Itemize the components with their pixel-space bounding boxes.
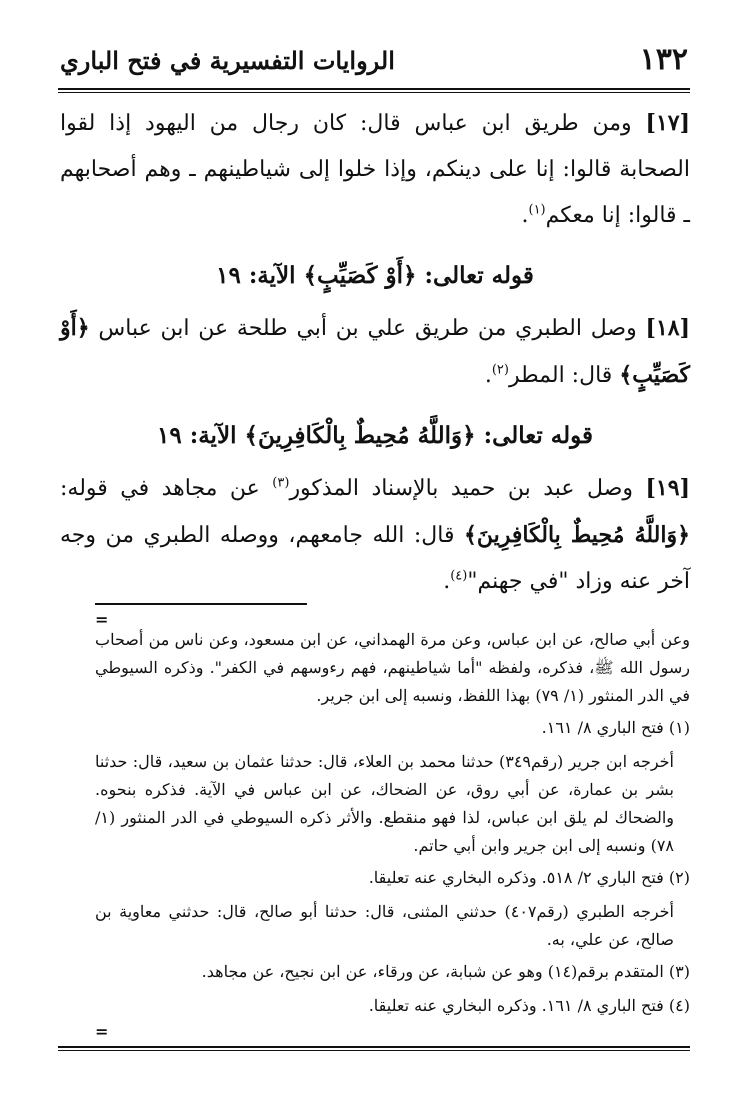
header-rule-thin <box>58 92 690 93</box>
footnote-2: (٢) فتح الباري ٢/ ٥١٨. وذكره البخاري عنه تعليقا. <box>368 868 690 887</box>
continuation-marker-bottom: = <box>95 1022 109 1041</box>
paragraph-17: [١٧] ومن طريق ابن عباس قال: كان رجال من اليهود إذا لقوا الصحابة قالوا: إنا على دينكم، وإذا خلوا إلى شياطينهم ـ وهم أصحابهم ـ قالوا: إنا معكم$^{(١)}$. <box>60 110 690 228</box>
header-rule <box>58 88 690 90</box>
paragraph-18: [١٨] وصل الطبري من طريق علي بن أبي طلحة عن ابن عباس ﴿أَوْ كَصَيِّبٍ﴾ قال: المطر$^{(٢)}$. <box>60 315 691 388</box>
paragraph-number: [١٩] <box>645 475 690 501</box>
main-text <box>60 100 690 605</box>
heading-verse-number: الآية: ١٩ <box>157 422 237 449</box>
footnote-2-detail: أخرجه الطبري (رقم٤٠٧) حدثني المثنى، قال: حدثنا أبو صالح، قال: حدثني معاوية بن صالح، عن علي، به. <box>95 902 674 949</box>
paragraph-text: قال: المطر <box>508 363 613 388</box>
footnote-separator <box>95 603 307 605</box>
quran-verse: ﴿أَوْ كَصَيِّبٍ﴾ <box>303 262 417 289</box>
running-title: الروايات التفسيرية في فتح الباري <box>60 46 395 75</box>
paragraph-text: قال: الله جامعهم، ووصله الطبري من وجه آخر عنه وزاد "في جهنم" <box>60 523 690 594</box>
footnote-1: (١) فتح الباري ٨/ ١٦١. <box>541 718 690 737</box>
bottom-rule <box>58 1046 690 1048</box>
heading-verse-number: الآية: ١٩ <box>216 262 296 289</box>
footnote-ref-4[interactable]: (٤) <box>450 568 468 584</box>
heading-label: قوله تعالى: <box>424 262 534 289</box>
footnotes <box>95 626 690 1026</box>
paragraph-19: [١٩] وصل عبد بن حميد بالإسناد المذكور$^{(٣)}$ عن مجاهد في قوله: ﴿وَاللَّهُ مُحِيطٌ بِالْكَافِرِينَ﴾ قال: الله جامعهم، ووصله الطبري من وجه آخر عنه وزاد "في جهنم"$^{(٤)}$. <box>60 475 690 594</box>
paragraph-number: [١٧] <box>645 110 690 136</box>
paragraph-text: وصل الطبري من طريق علي بن أبي طلحة عن ابن عباس <box>98 316 637 341</box>
quran-verse: ﴿وَاللَّهُ مُحِيطٌ بِالْكَافِرِينَ﴾ <box>463 522 690 548</box>
bottom-rule-thin <box>58 1050 690 1051</box>
footnote-ref-2[interactable]: (٢) <box>491 362 509 378</box>
footnote-4: (٤) فتح الباري ٨/ ١٦١. وذكره البخاري عنه تعليقا. <box>368 996 690 1015</box>
footnote-1-detail: أخرجه ابن جرير (رقم٣٤٩) حدثنا محمد بن العلاء، قال: حدثنا عثمان بن سعيد، قال: حدثنا بشر بن عمارة، عن أبي روق، عن الضحاك، عن ابن عباس في الآية. فذكره بنحوه. والضحاك لم يلق ابن عباس، لذا فهو منقطع. والأثر ذكره السيوطي في الدر المنثور (١/ ٧٨) ونسبه إلى ابن جرير وابن أبي حاتم. <box>95 752 675 855</box>
section-heading-1 <box>60 253 690 299</box>
page-header <box>60 40 688 90</box>
paragraph-text: عن مجاهد في قوله: <box>60 476 260 501</box>
heading-label: قوله تعالى: <box>483 422 593 449</box>
footnote-ref-3[interactable]: (٣) <box>272 475 290 491</box>
section-heading-2 <box>60 413 690 459</box>
paragraph-number: [١٨] <box>645 315 691 341</box>
footnote-ref-1[interactable]: (١) <box>528 202 546 218</box>
quran-verse: ﴿أَوْ كَصَيِّبٍ﴾ <box>60 315 690 388</box>
footnote-3: (٣) المتقدم برقم(١٤) وهو عن شبابة، عن ورقاء، عن ابن نجيح، عن مجاهد. <box>201 962 690 981</box>
paragraph-text: ومن طريق ابن عباس قال: كان رجال من اليهود إذا لقوا الصحابة قالوا: إنا على دينكم، وإذا خلوا إلى شياطينهم ـ وهم أصحابهم ـ قالوا: إنا معكم <box>60 111 690 228</box>
paragraph-text: وصل عبد بن حميد بالإسناد المذكور <box>289 476 634 501</box>
footnote-continuation: وعن أبي صالح، عن ابن عباس، وعن مرة الهمداني، عن ابن مسعود، وعن ناس من أصحاب رسول الله ﷺ، فذكره، ولفظه "أما شياطينهم، فهم رءوسهم في الكفر". وذكره السيوطي في الدر المنثور (١/ ٧٩) بهذا اللفظ، ونسبه إلى ابن جرير. <box>95 630 691 705</box>
quran-verse: ﴿وَاللَّهُ مُحِيطٌ بِالْكَافِرِينَ﴾ <box>244 422 476 449</box>
page-number: ١٣٢ <box>639 42 688 77</box>
continuation-marker-top: = <box>95 610 109 629</box>
